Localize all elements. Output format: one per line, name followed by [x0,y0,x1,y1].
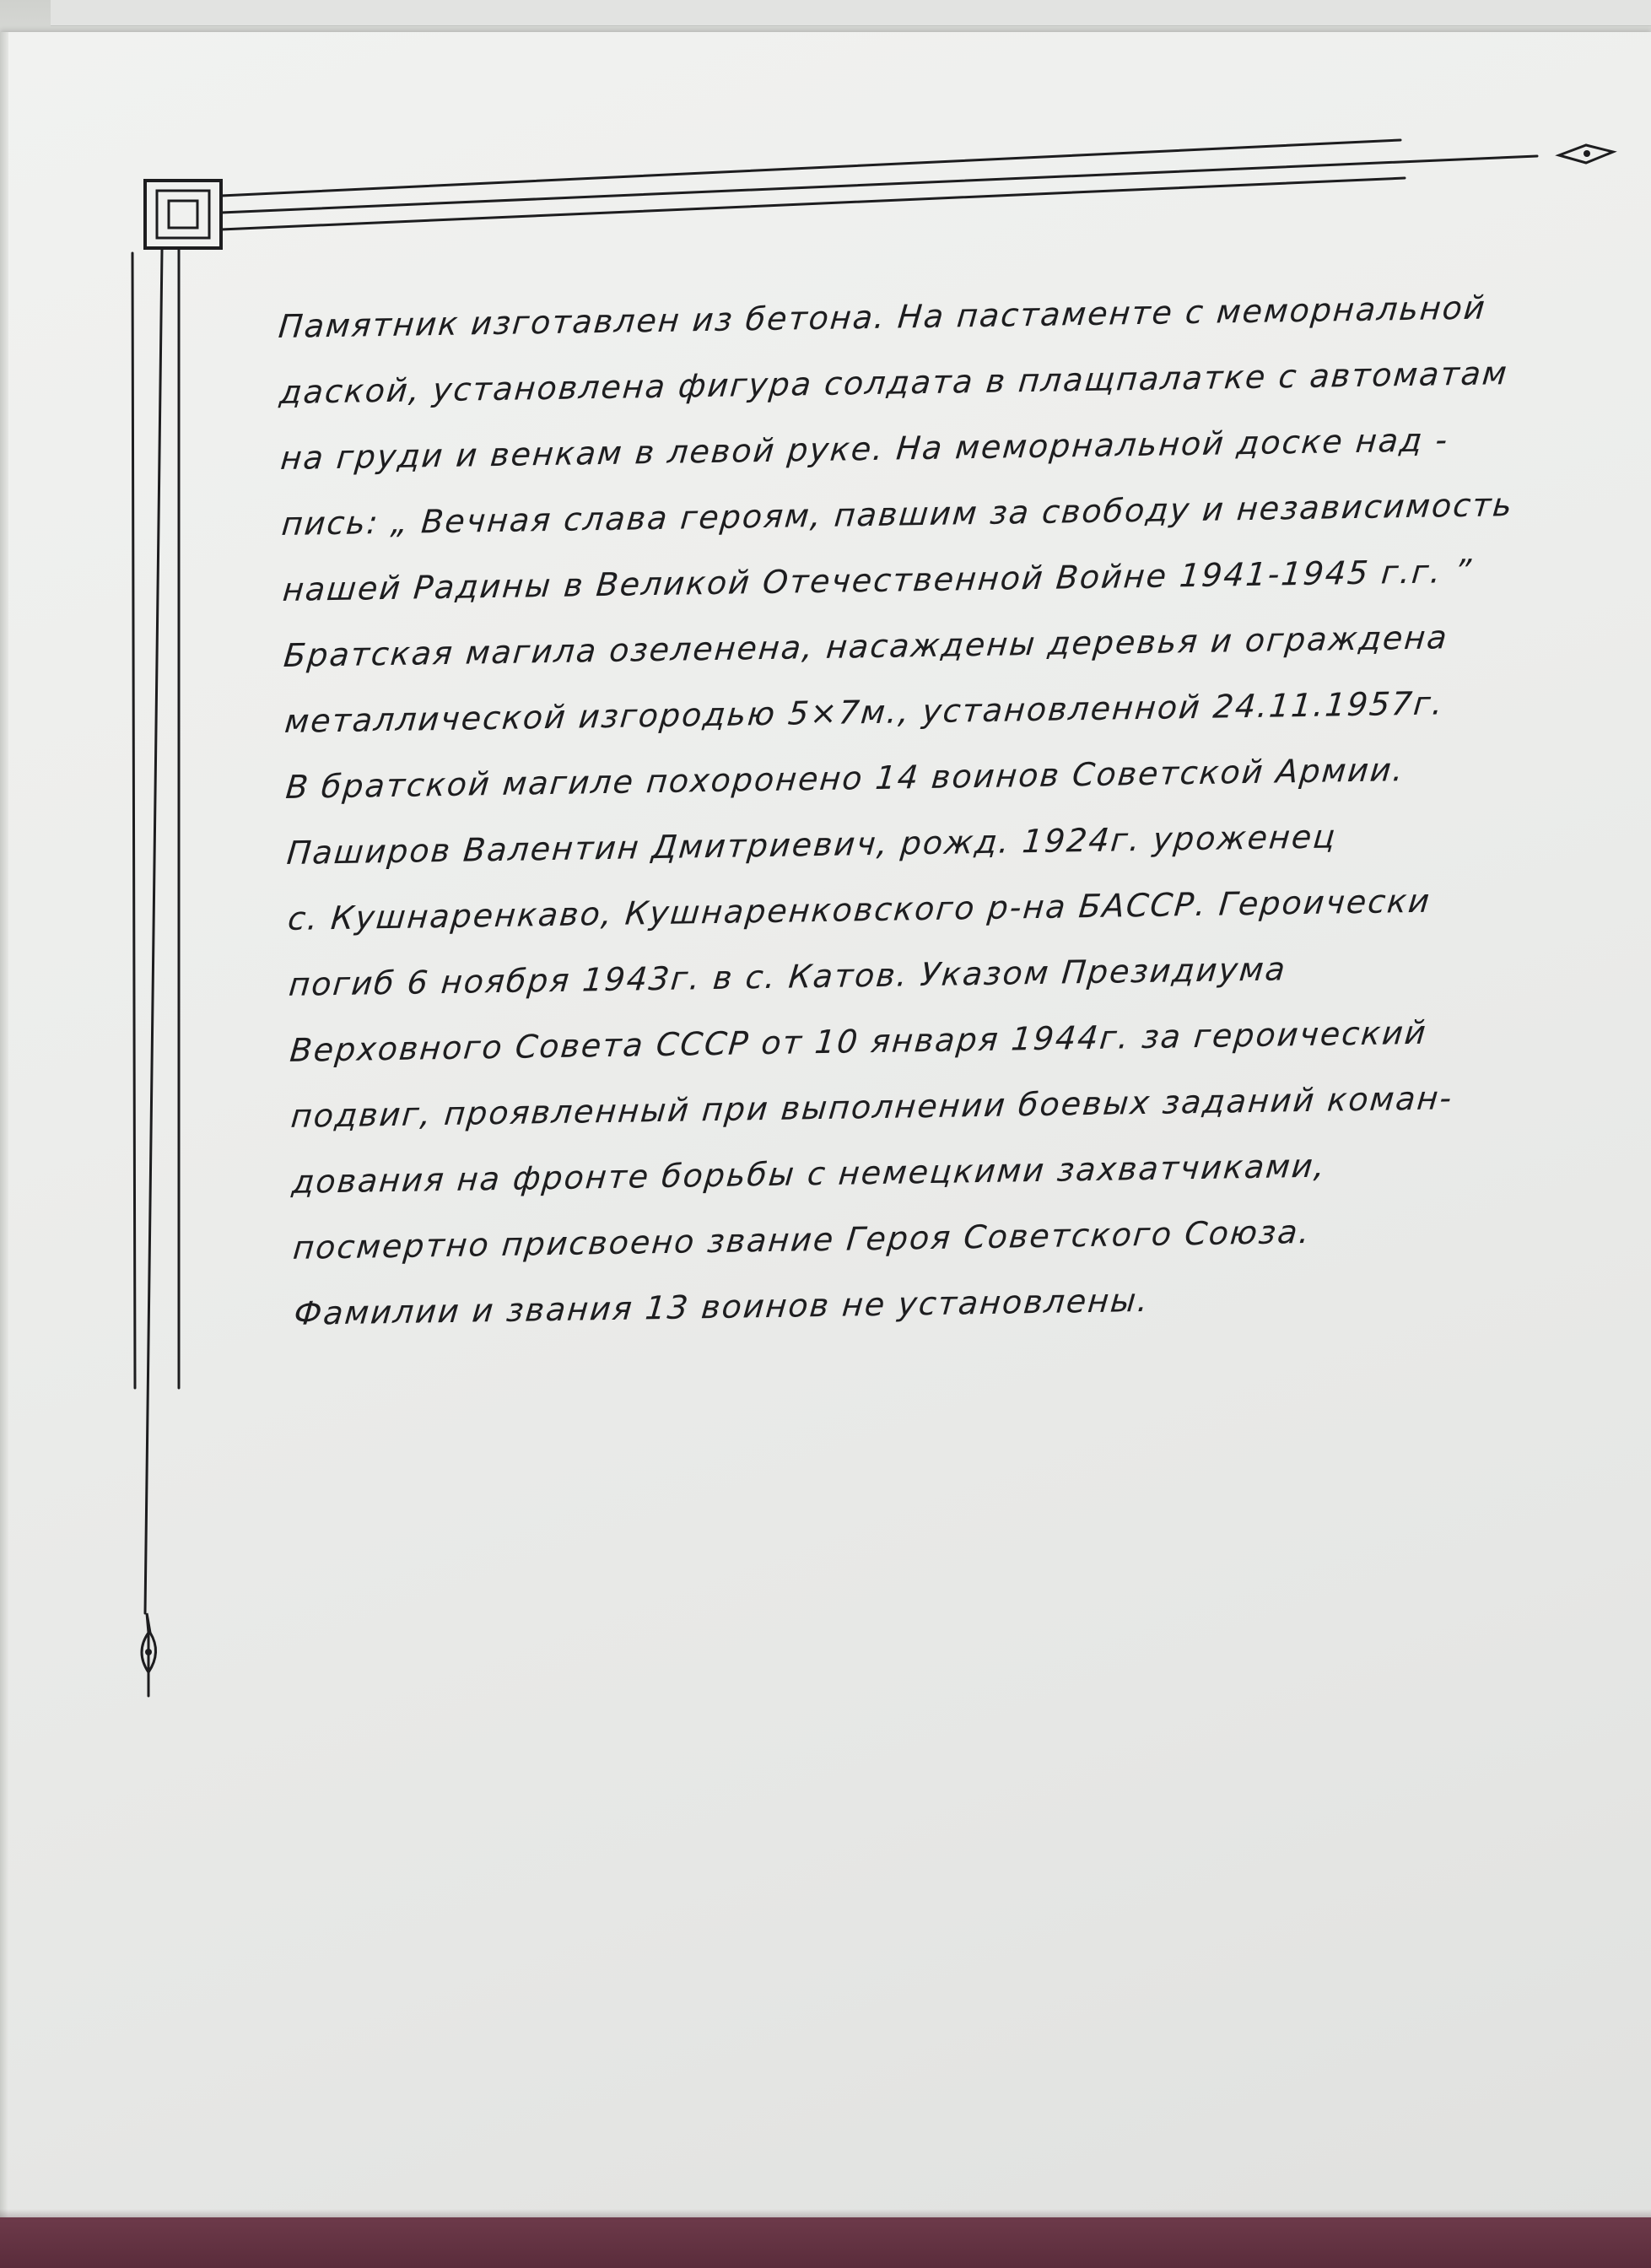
text-line-3: на груди и венкам в левой руке. На меморнальной доске над - [278,421,1451,478]
text-line-15: посмертно присвоено звание Героя Советского Союза. [291,1212,1313,1266]
text-line-9: Паширов Валентин Дмитриевич, рожд. 1924г. уроженец [285,818,1339,872]
text-line-2: даской, установлена фигура солдата в плащпалатке с автоматам [278,354,1510,412]
text-line-6: Братская магила озеленена, насаждены деревья и ограждена [282,618,1450,674]
text-line-13: подвиг, проявленный при выполнении боевых заданий коман- [289,1079,1455,1135]
text-line-12: Верховного Совета СССР от 10 января 1944г. за героический [288,1013,1429,1069]
text-line-11: погиб 6 ноября 1943г. в с. Катов. Указом Президиума [287,950,1288,1003]
text-line-14: дования на фронте борьбы с немецкими захватчиками, [290,1147,1328,1201]
text-line-4: пись: „ Вечная слава героям, павшим за свободу и независимость [280,486,1515,543]
text-line-7: металлической изгородью 5×7м., установленной 24.11.1957г. [283,684,1446,740]
text-line-16: Фамилии и звания 13 воинов не установлены. [292,1281,1152,1332]
text-line-10: с. Кушнаренкаво, Кушнаренковского р-на БАССР. Героически [286,882,1432,937]
text-line-8: В братской магиле похоронено 14 воинов Советской Армии. [283,751,1406,806]
text-line-1: Памятник изготавлен из бетона. На пастаменте с меморнальной [277,289,1488,346]
text-line-5: нашей Радины в Великой Отечественной Войне 1941-1945 г.г. ” [281,552,1475,608]
